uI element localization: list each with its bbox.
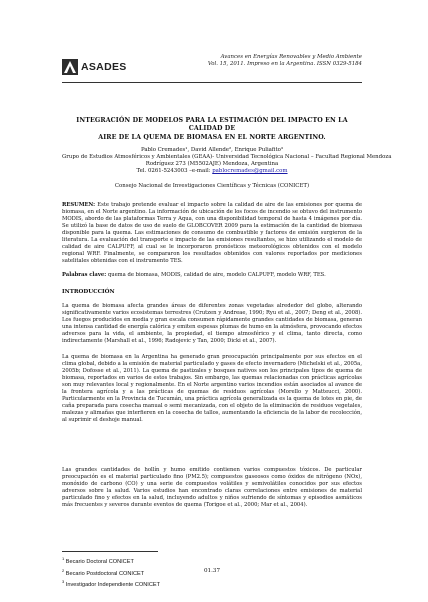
paper-title bbox=[62, 117, 362, 142]
page-header bbox=[62, 54, 362, 80]
title-line-1: INTEGRACIÓN DE MODELOS PARA LA ESTIMACIÓN DEL IMPACTO EN LA CALIDAD DE bbox=[76, 117, 348, 133]
contact-line bbox=[62, 168, 362, 175]
asades-logo-icon bbox=[62, 59, 78, 75]
authors: Pablo Cremades¹, David Allende², Enrique Puliafito³ bbox=[140, 147, 284, 153]
keywords-label: Palabras clave: bbox=[62, 272, 107, 278]
institution: Consejo Nacional de Investigaciones Científicas y Técnicas (CONICET) bbox=[114, 183, 310, 189]
intro-paragraph-2: La quema de biomasa en la Argentina ha generado gran preocupación principalmente por sus efectos en el clima global, debido a la emisión de material particulado y gases de efecto invernadero (Michelski et al., 2005a, 2005b; Dofosse et al., 2011). La quema de pastizales y bosques nativos son los principales tipos de quema de biomasa, reportados en varios de estos trabajos. Sin embargo, las quemas relacionadas con prácticas agrícolas son muy relevantes local y regionalmente. En el Norte argentino varios incendios están asociados al avance de la frontera agrícola y a las prácticas de quemas de residuos agrícolas (Morello y Matteucci, 2000). Particularmente en la Provincia de Tucumán, una práctica agrícola generalizada es la quema de lotes en pie, de caña preparada para cosecha manual o semi mecanizada, con el objeto de la eliminación de residuos vegetales, malezas y alimañas que interfieren en la cosecha de tallos, aumentando la eficiencia de la labor de recolección, al suprimir el deshoje manual. bbox=[62, 354, 362, 424]
journal-info bbox=[208, 54, 362, 68]
footnote-1: $^1$ Becario Doctoral CONICET bbox=[62, 556, 134, 565]
logo-text: ASADES bbox=[81, 61, 127, 73]
intro-paragraph-3: Las grandes cantidades de hollín y humo emitido contienen varios compuestos tóxicos. De particular preocupación es el material particulado fino (PM2.5); compuestos gaseosos como óxidos de nitrógeno (NOx), monóxido de carbono (CO) y una serie de compuestos volátiles y semivolátiles conocidos por sus efectos adversos sobre la salud. Varios estudios han encontrado claras correlaciones entre emisiones de material particulado fino y efectos en la salud, incluyendo adultos y niños sufriendo de síntomas y episodios asmáticos más frecuentes y severos durante eventos de quema (Torigoe et al., 2000; Mar et al., 2004). bbox=[62, 467, 362, 509]
journal-line-2: Vol. 15, 2011. Impreso en la Argentina. ISSN 0329-5184 bbox=[207, 61, 362, 67]
intro-heading: INTRODUCCIÓN bbox=[62, 289, 115, 295]
abstract-label: RESUMEN: bbox=[62, 202, 96, 208]
journal-line-1: Avances en Energías Renovables y Medio Ambiente bbox=[220, 54, 362, 60]
email-link[interactable]: pablocremades@gmail.com bbox=[212, 168, 288, 174]
intro-paragraph-1: La quema de biomasa afecta grandes áreas de diferentes zonas vegetadas alrededor del globo, alterando significativamente varios ecosistemas terrestres (Crutzen y Andreae, 1990; Ryu et al., 2007; Deng et al., 2008). Los fuegos producidos en media y gran escala consumen rápidamente grandes cantidades de biomasa, generan una intensa cantidad de energía calórica y emiten espesas plumas de humo en la atmósfera, provocando efectos adversos para la vida, el ambiente, la propiedad, el tiempo atmosférico y el clima, tanto directa, como indirectamente (Marshall et al., 1996; Radojevic y Tan, 2000; Dicki et al., 2007). bbox=[62, 303, 362, 345]
keywords bbox=[62, 272, 362, 279]
footnote-3: $^3$ Investigador Independiente CONICET bbox=[62, 579, 161, 589]
page-number: 01.37 bbox=[203, 568, 220, 574]
footnote-rule bbox=[62, 551, 158, 552]
footnote-2: $^2$ Becario Postdoctoral CONICET bbox=[62, 567, 145, 577]
abstract bbox=[62, 202, 362, 265]
header-rule bbox=[62, 82, 362, 83]
asades-logo bbox=[62, 58, 136, 78]
contact-prefix: Tel. 0261-5243003 –e-mail: bbox=[136, 168, 213, 174]
abstract-text: Este trabajo pretende evaluar el impacto sobre la calidad de aire de las emisiones por quema de biomasa, en el Norte argentino. La información de ubicación de los focos de incendio se obtuvo del instrumento MODIS, abordo de las plataformas Terra y Aqua, con una disponibilidad temporal de hasta 4 imágenes por día. Se utilizó la base de datos de uso de suelo de GLOBCOVER 2009 para la estimación de la cantidad de biomasa disponible para la quema. Las estimaciones de consumo de combustible y factores de emisión surgieron de la literatura. La evaluación del transporte e impacto de las emisiones resultantes, se hizo utilizando el modelo de calidad de aire CALPUFF, al cual se le incorporaron pronósticos meteorológicos obtenidos con el modelo regional WRF. Finalmente, se compararon los resultados obtenidos con valores reportados por mediciones satelitales obtenidas con el instrumento TES. bbox=[62, 202, 362, 265]
affiliation-line-1: Grupo de Estudios Atmosféricos y Ambientales (GEAA)- Universidad Tecnológica Nacional – Facultad Regional Mendoza bbox=[62, 154, 392, 160]
affiliation-line-2: Rodríguez 273 (M5502AJE) Mendoza, Argentina bbox=[145, 161, 279, 167]
title-line-2: AIRE DE LA QUEMA DE BIOMASA EN EL NORTE ARGENTINO. bbox=[98, 133, 326, 141]
keywords-text: quema de biomasa, MODIS, calidad de aire, modelo CALPUFF, modelo WRF, TES. bbox=[107, 272, 326, 278]
